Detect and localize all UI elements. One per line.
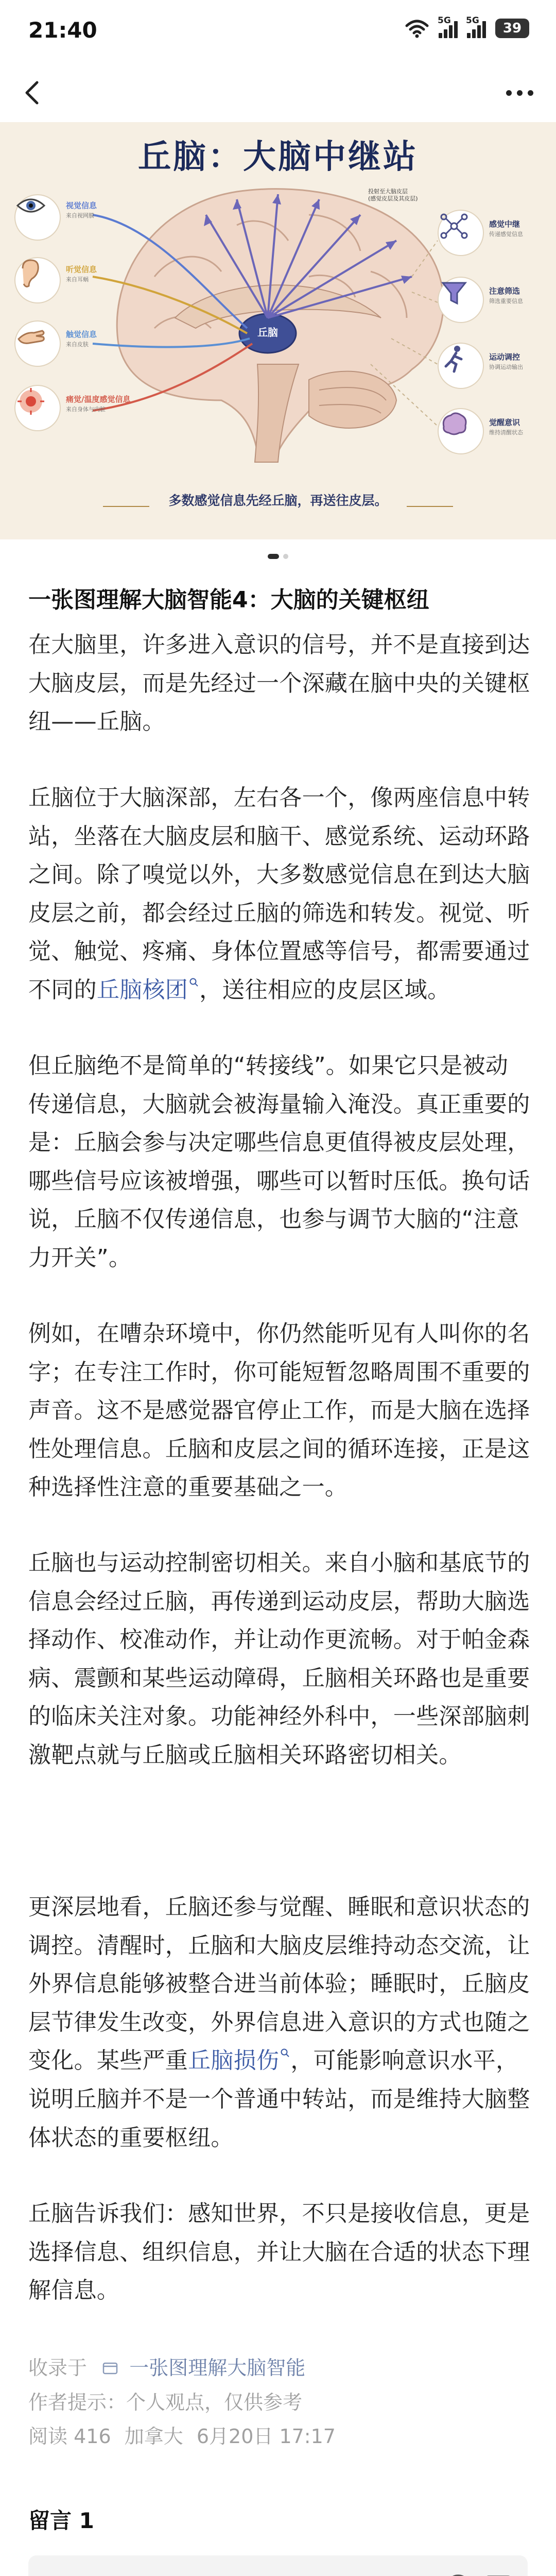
hero-caption: 多数感觉信息先经丘脑，再送往皮层。 [168, 493, 388, 508]
pain-info-label: 痛觉/温度感觉信息 来自身体与内脏 [66, 395, 131, 413]
paragraph-7: 丘脑告诉我们：感知世界，不只是接收信息，更是选择信息、组织信息，并让大脑在合适的状态下理解信息。 [28, 2200, 530, 2304]
paragraph-4: 例如，在嘈杂环境中，你仍然能听见有人叫你的名字；在专注工作时，你可能短暂忽略周围不重要的声音。这不是感觉器官停止工作，而是大脑在选择性处理信息。丘脑和皮层之间的循环连接，正是这种选择性注意的重要基础之一。 [28, 1320, 530, 1501]
reads-label: 阅读 [28, 2425, 68, 2448]
paragraph-3: 但丘脑绝不是简单的“转接线”。如果它只是被动传递信息，大脑就会被海量输入淹没。真正重要的是：丘脑会参与决定哪些信息更值得被皮层处理，哪些信号应该被增强，哪些可以暂时压低。换句话说，丘脑不仅传递信息，也参与调节大脑的“注意力开关”。 [28, 1053, 530, 1271]
paragraph-6-text-end: ，可能影响意识水平，说明丘脑并不是一个普通中转站，而是维持大脑整体状态的重要枢纽。 [28, 2047, 530, 2151]
motor-label: 运动调控 协调运动输出 [489, 352, 523, 370]
read-stats-row [28, 2420, 336, 2449]
paragraph-6 [28, 1888, 530, 2157]
caption-rule-right [407, 506, 453, 507]
search-icon [189, 977, 199, 988]
status-time: 21:40 [28, 18, 97, 43]
signal-label-1: 5G [438, 15, 451, 26]
collected-prefix: 收录于 [28, 2357, 88, 2379]
visual-info-label: 视觉信息 来自视网膜 [66, 201, 97, 219]
thalamus-label: 丘脑 [257, 326, 278, 338]
running-icon [438, 343, 484, 389]
ear-icon [14, 257, 61, 303]
paragraph-2 [28, 779, 530, 1010]
arousal-label: 觉醒意识 维持清醒状态 [489, 418, 523, 436]
paragraph-2-text-end: ，送往相应的皮层区域。 [199, 976, 450, 1003]
image-pager[interactable] [0, 554, 556, 559]
pager-dot[interactable] [283, 554, 288, 559]
status-bar [0, 0, 556, 62]
status-icons [405, 15, 529, 38]
signal-label-2: 5G [466, 15, 479, 26]
cellular-signal-icon-1 [438, 15, 458, 38]
chevron-left-icon[interactable] [18, 77, 48, 108]
paragraph-6-text: 更深层地看，丘脑还参与觉醒、睡眠和意识状态的调控。清醒时，丘脑和大脑皮层维持动态交流，让外界信息能够被整合进当前体验；睡眠时，丘脑皮层节律发生改变，外界信息进入意识的方式也随之变化。某些严重 [28, 1894, 530, 2074]
hand-icon [14, 320, 61, 367]
wifi-icon [405, 19, 429, 38]
emoji-icon[interactable] [444, 2573, 472, 2576]
funnel-icon [438, 277, 484, 323]
pain-icon [14, 385, 61, 431]
location: 加拿大 [124, 2425, 183, 2448]
thalamic-nuclei-link[interactable]: 丘脑核团 [97, 977, 199, 1003]
article-title: 一张图理解大脑智能4：大脑的关键枢纽 [28, 587, 429, 613]
attention-label: 注意筛选 筛选重要信息 [489, 286, 523, 304]
comment-box[interactable] [28, 2555, 528, 2576]
brain-icon [438, 408, 484, 454]
network-icon [438, 210, 484, 256]
nav-bar [0, 62, 556, 129]
paragraph-5: 丘脑也与运动控制密切相关。来自小脑和基底节的信息会经过丘脑，再传递到运动皮层，帮助大脑选择动作、校准动作，并让动作更流畅。对于帕金森病、震颤和某些运动障碍，丘脑相关环路也是重要的临床关注对象。功能神经外科中，一些深部脑刺激靶点就与丘脑或丘脑相关环路密切相关。 [28, 1550, 530, 1768]
collection-link[interactable]: 一张图理解大脑智能 [129, 2357, 306, 2379]
search-icon [280, 2048, 290, 2058]
hero-illustration[interactable] [0, 122, 556, 539]
eye-icon [14, 194, 61, 241]
publish-date: 6月20日 17:17 [196, 2425, 336, 2448]
auditory-info-label: 听觉信息 来自耳蜗 [66, 265, 97, 283]
cortex-note-line-1: 投射至大脑皮层 [368, 188, 408, 195]
paragraph-2-text: 丘脑位于大脑深部，左右各一个，像两座信息中转站，坐落在大脑皮层和脑干、感觉系统、运动环路之间。除了嗅觉以外，大多数感觉信息在到达大脑皮层之前，都会经过丘脑的筛选和转发。视觉、听觉、触觉、疼痛、身体位置感等信号，都需要通过不同的 [28, 785, 530, 1003]
reads-count: 416 [74, 2425, 111, 2448]
hero-title: 丘脑：大脑中继站 [138, 138, 418, 176]
touch-info-label: 触觉信息 来自皮肤 [66, 330, 97, 348]
author-note: 作者提示：个人观点，仅供参考 [28, 2391, 303, 2414]
comments-title: 留言 1 [28, 2508, 94, 2533]
relay-label: 感觉中继 传递感觉信息 [489, 219, 523, 238]
image-icon[interactable] [484, 2574, 512, 2576]
cortex-note-line-2: (感觉皮层及其皮层) [368, 195, 418, 202]
cortex-note [368, 188, 418, 202]
battery-icon: 39 [495, 19, 529, 38]
thalamic-injury-link[interactable]: 丘脑损伤 [188, 2047, 290, 2074]
paragraph-1: 在大脑里，许多进入意识的信号，并不是直接到达大脑皮层，而是先经过一个深藏在脑中央的关键枢纽——丘脑。 [28, 632, 530, 735]
cellular-signal-icon-2 [466, 15, 486, 38]
collection-row [28, 2352, 305, 2380]
more-dots-icon[interactable] [501, 77, 537, 108]
pager-dot-active[interactable] [268, 554, 279, 559]
collection-folder-icon [102, 2361, 118, 2375]
